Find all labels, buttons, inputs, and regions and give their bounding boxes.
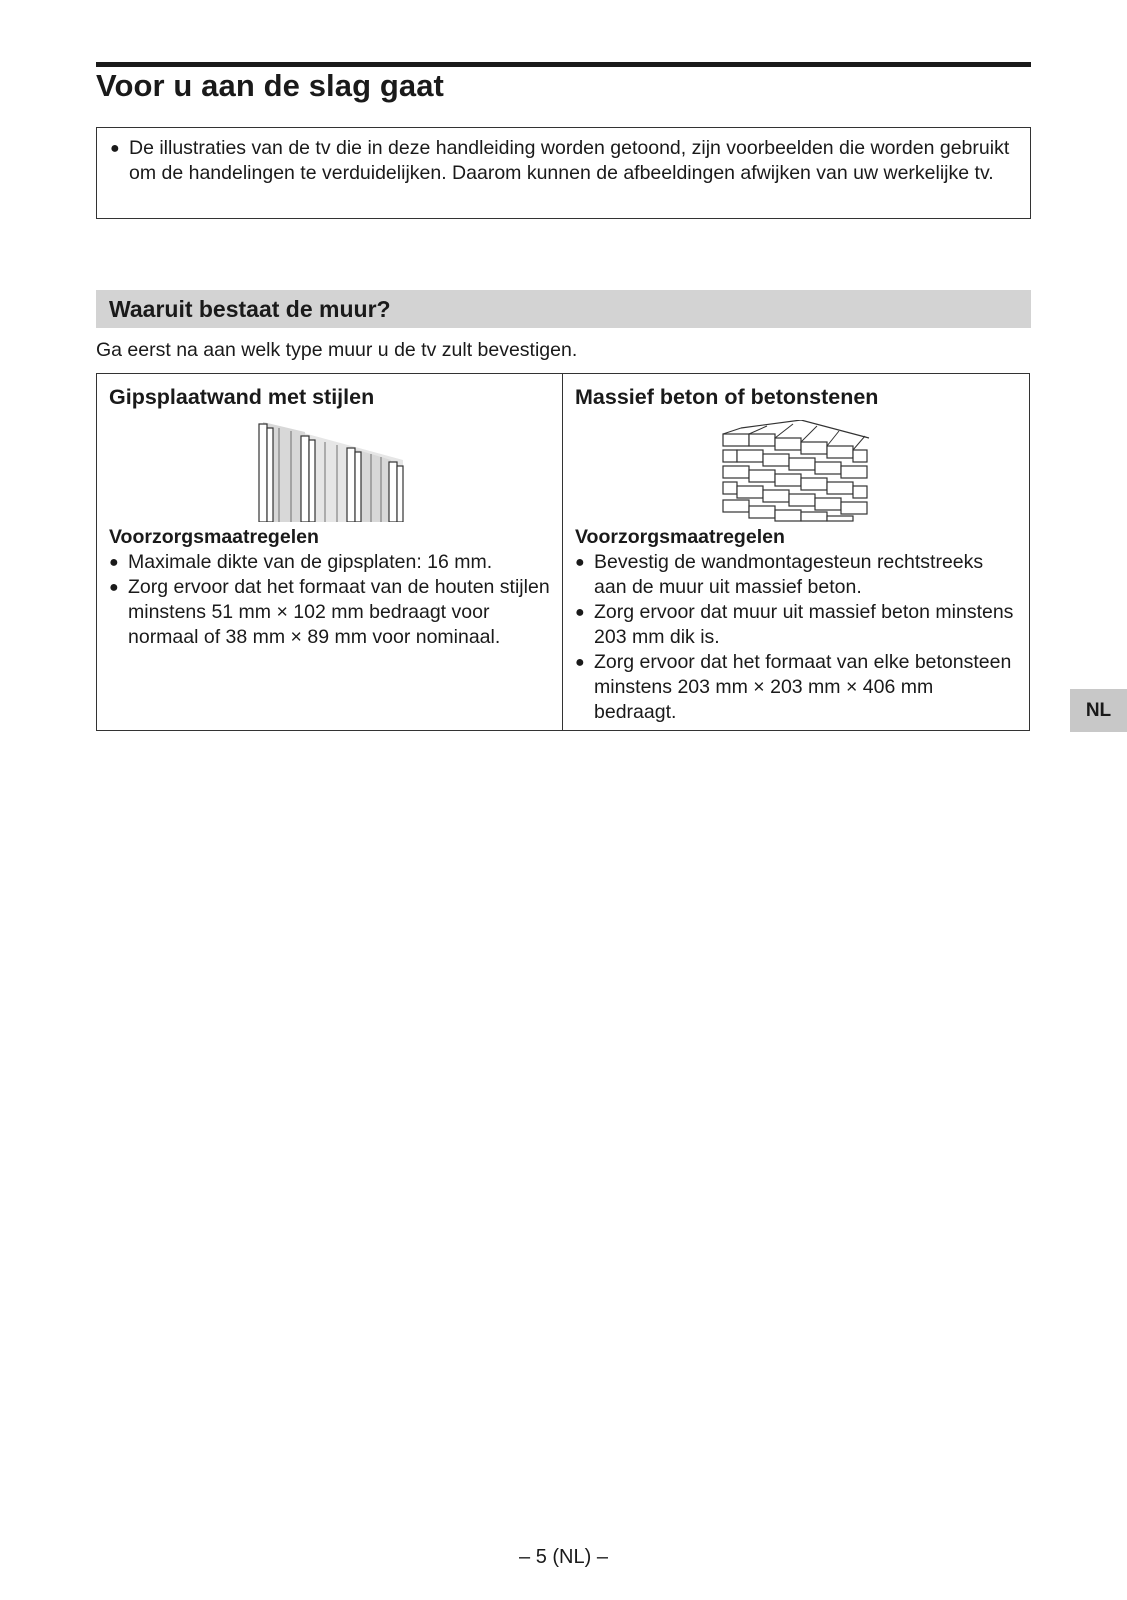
- precaution-item: [575, 650, 1017, 725]
- concrete-block-icon: [575, 412, 1017, 522]
- precaution-item: [575, 600, 1017, 650]
- precaution-text: Zorg ervoor dat het formaat van elke betonsteen minstens 203 mm × 203 mm × 406 mm bedraagt.: [594, 651, 1012, 723]
- precautions-label: Voorzorgsmaatregelen: [109, 526, 319, 548]
- wall-type-table: [96, 373, 1030, 731]
- bullet-icon: ●: [109, 554, 119, 571]
- wall-type-drywall: [97, 374, 563, 730]
- section-heading-band: [96, 290, 1031, 328]
- drywall-studs-icon: [109, 412, 550, 522]
- section-heading: Waaruit bestaat de muur?: [109, 296, 391, 322]
- note-text: De illustraties van de tv die in deze handleiding worden getoond, zijn voorbeelden die worden gebruikt om de handelingen te verduidelijken. Daarom kunnen de afbeeldingen afwijken van uw werkelijke tv.: [129, 137, 1010, 184]
- bullet-icon: ●: [575, 604, 585, 621]
- wall-type-title: Gipsplaatwand met stijlen: [109, 385, 375, 409]
- note-box: [96, 127, 1031, 219]
- bullet-icon: ●: [575, 554, 585, 571]
- note-item: [110, 136, 1018, 186]
- precaution-text: Bevestig de wandmontagesteun rechtstreeks aan de muur uit massief beton.: [594, 551, 984, 598]
- wall-type-title: Massief beton of betonstenen: [575, 385, 879, 409]
- section-intro: Ga eerst na aan welk type muur u de tv zult bevestigen.: [96, 339, 578, 361]
- precaution-item: [109, 575, 550, 650]
- precaution-item: [575, 550, 1017, 600]
- precaution-text: Zorg ervoor dat muur uit massief beton minstens 203 mm dik is.: [594, 601, 1014, 648]
- precautions-label: Voorzorgsmaatregelen: [575, 526, 785, 548]
- page-number: – 5 (NL) –: [519, 1546, 608, 1568]
- precaution-text: Zorg ervoor dat het formaat van de houten stijlen minstens 51 mm × 102 mm bedraagt voor normaal of 38 mm × 89 mm voor nominaal.: [128, 576, 550, 648]
- wall-type-concrete: [563, 374, 1029, 730]
- precaution-text: Maximale dikte van de gipsplaten: 16 mm.: [128, 551, 493, 573]
- bullet-icon: ●: [110, 140, 120, 157]
- bullet-icon: ●: [575, 654, 585, 671]
- language-tab: NL: [1070, 689, 1127, 732]
- page-title: Voor u aan de slag gaat: [96, 68, 444, 103]
- bullet-icon: ●: [109, 579, 119, 596]
- top-rule: [96, 62, 1031, 67]
- precaution-item: [109, 550, 550, 575]
